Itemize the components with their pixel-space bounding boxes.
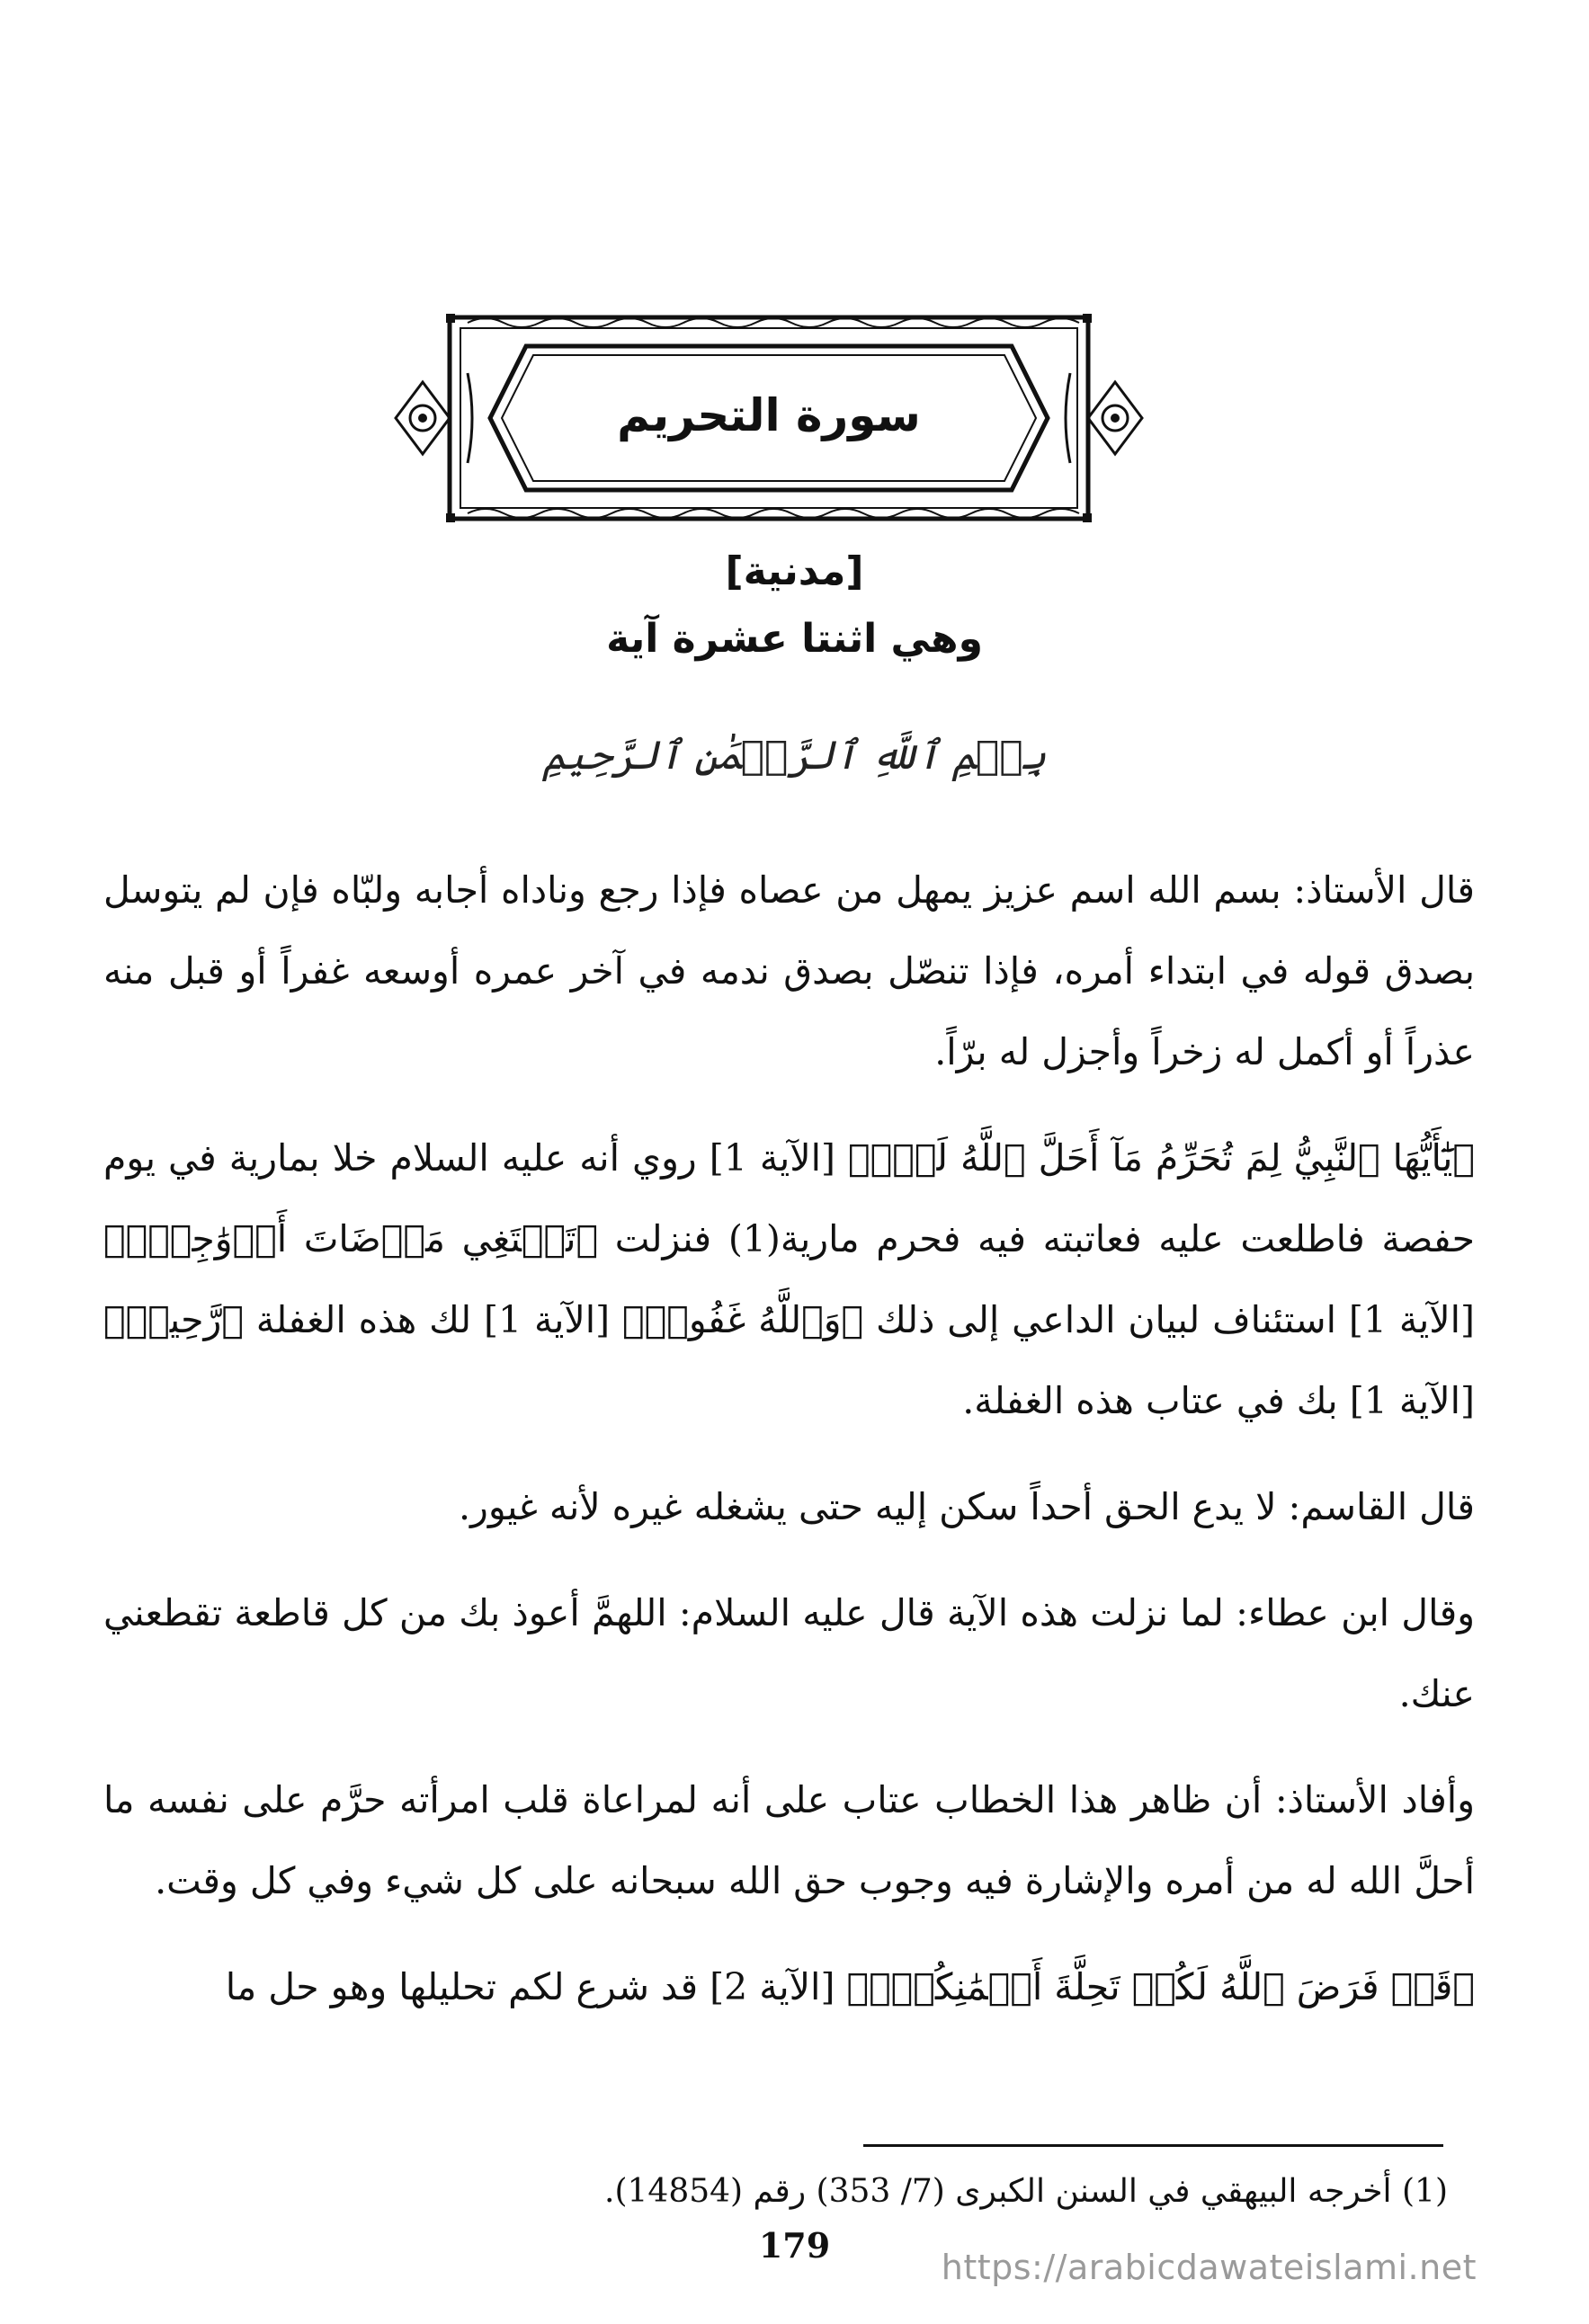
- surah-title-frame: [387, 310, 1151, 526]
- paragraph: قال القاسم: لا يدع الحق أحداً سكن إليه حتى يشغله غيره لأنه غيور.: [459, 1485, 1475, 1528]
- paragraph: وقال ابن عطاء: لما نزلت هذه الآية قال عليه السلام: اللهمَّ أعوذ بك من كل قاطعة تقطعني عنك.: [103, 1591, 1475, 1715]
- footnote: (1) أخرجه البيهقي في السنن الكبرى (7/ 353) رقم (14854).: [604, 2173, 1448, 2210]
- footnote-divider: [863, 2144, 1443, 2147]
- paragraph: ﴿قَدۡ فَرَضَ ٱللَّهُ لَكُمۡ تَحِلَّةَ أَيۡمَٰنِكُمۡۚ﴾ [الآية 2] قد شرع لكم تحليلها وهو حل ما: [225, 1965, 1475, 2008]
- paragraph: قال الأستاذ: بسم الله اسم عزيز يمهل من عصاه فإذا رجع وناداه أجابه ولبّاه فإن لم يتوسل بصدق قوله في ابتداء أمره، فإذا تنصّل بصدق ندمه في آخر عمره أوسعه غفراً أو قبل منه عذراً أو أكمل له زخراً وأجزل له برّاً.: [103, 868, 1475, 1073]
- basmala: بِسۡمِ ٱللَّهِ ٱلرَّحۡمَٰنِ ٱلرَّحِيمِ: [542, 733, 1047, 779]
- page-number: 179: [758, 2225, 831, 2266]
- watermark-url: https://arabicdawateislami.net: [941, 2248, 1477, 2287]
- verse-count: وهي اثنتا عشرة آية: [606, 616, 983, 662]
- main-text: [103, 850, 1475, 2052]
- surah-title: سورة التحريم: [617, 389, 921, 441]
- paragraph: وأفاد الأستاذ: أن ظاهر هذا الخطاب عتاب على أنه لمراعاة قلب امرأته حرَّم على نفسه ما أحلَّ الله له من أمره والإشارة فيه وجوب حق الله سبحانه على كل شيء وفي كل وقت.: [103, 1778, 1475, 1902]
- revelation-type: [مدنية]: [725, 548, 864, 594]
- paragraph: ﴿يَٰٓأَيُّهَا ٱلنَّبِيُّ لِمَ تُحَرِّمُ مَآ أَحَلَّ ٱللَّهُ لَكَۖ﴾ [الآية 1] روي أنه عليه السلام خلا بمارية في يوم حفصة فاطلعت عليه فعاتبته فيه فحرم مارية(1) فنزلت ﴿تَبۡتَغِي مَرۡضَاتَ أَزۡوَٰجِكَۚ﴾ [الآية 1] استئناف لبيان الداعي إلى ذلك ﴿وَٱللَّهُ غَفُورٞ﴾ [الآية 1] لك هذه الغفلة ﴿رَّحِيمٞ﴾ [الآية 1] بك في عتاب هذه الغفلة.: [103, 1136, 1476, 1422]
